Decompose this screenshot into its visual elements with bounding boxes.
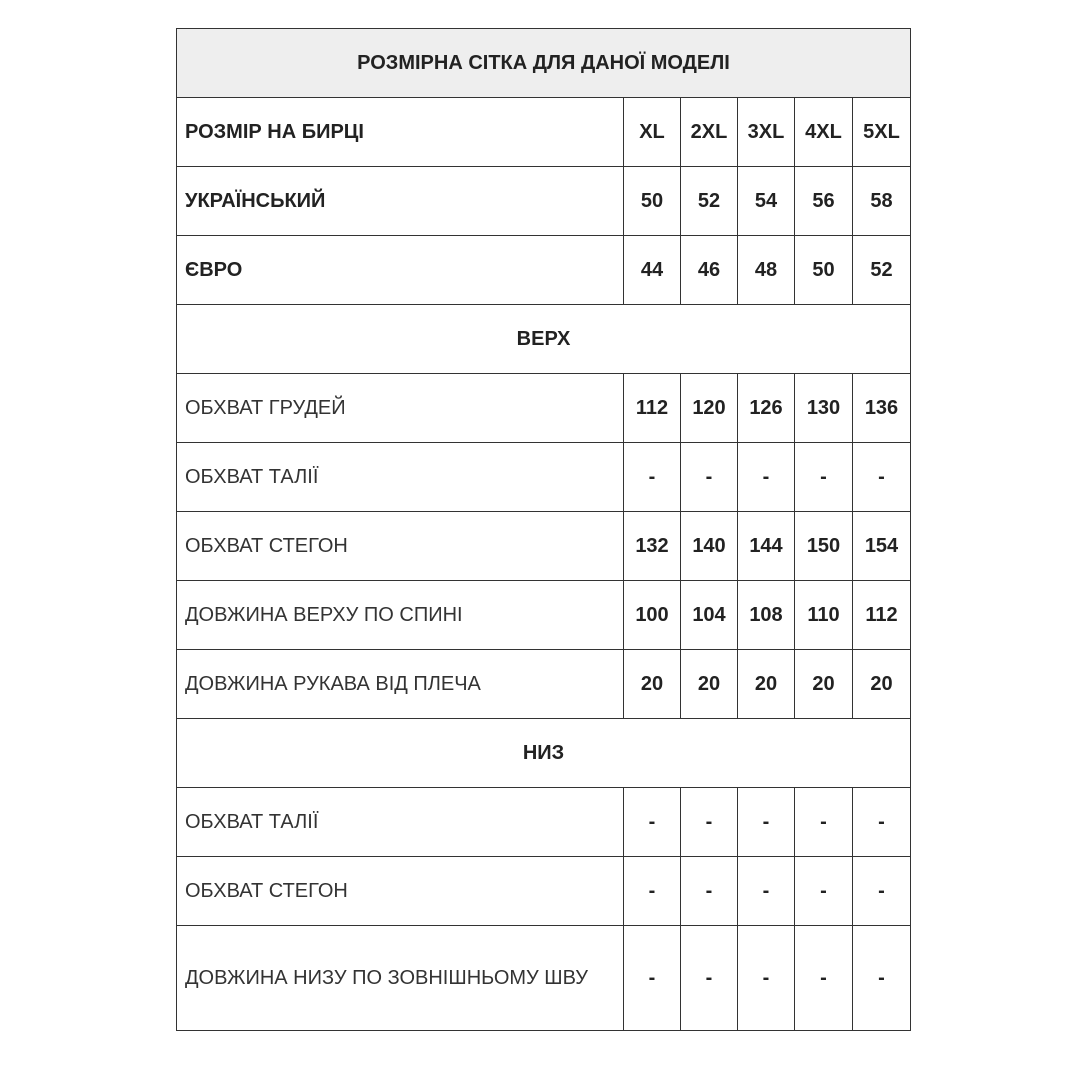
table-cell: 54 — [738, 167, 795, 236]
table-cell: 150 — [795, 512, 853, 581]
table-cell: - — [795, 926, 853, 1031]
table-cell: - — [795, 788, 853, 857]
table-cell: 120 — [681, 374, 738, 443]
size-3xl: 3XL — [738, 98, 795, 167]
size-xl: XL — [624, 98, 681, 167]
table-cell: 52 — [681, 167, 738, 236]
table-cell: 104 — [681, 581, 738, 650]
size-label-row — [177, 98, 911, 167]
table-cell: 48 — [738, 236, 795, 305]
table-cell: - — [624, 788, 681, 857]
measurement-label: ДОВЖИНА НИЗУ ПО ЗОВНІШНЬОМУ ШВУ — [177, 926, 624, 1031]
table-row — [177, 512, 911, 581]
measurement-label: ОБХВАТ СТЕГОН — [177, 512, 624, 581]
table-row — [177, 788, 911, 857]
size-2xl: 2XL — [681, 98, 738, 167]
table-row — [177, 650, 911, 719]
ua-size-label: УКРАЇНСЬКИЙ — [177, 167, 624, 236]
size-5xl: 5XL — [853, 98, 911, 167]
table-cell: 100 — [624, 581, 681, 650]
measurement-label: ОБХВАТ ГРУДЕЙ — [177, 374, 624, 443]
table-cell: 130 — [795, 374, 853, 443]
measurement-label: ДОВЖИНА РУКАВА ВІД ПЛЕЧА — [177, 650, 624, 719]
table-cell: 144 — [738, 512, 795, 581]
top-section-heading: ВЕРХ — [177, 305, 911, 374]
table-cell: 50 — [795, 236, 853, 305]
measurement-label: ДОВЖИНА ВЕРХУ ПО СПИНІ — [177, 581, 624, 650]
table-cell: - — [681, 926, 738, 1031]
table-cell: 108 — [738, 581, 795, 650]
table-cell: 20 — [853, 650, 911, 719]
table-cell: 20 — [738, 650, 795, 719]
size-chart-table — [176, 28, 911, 1031]
table-row — [177, 443, 911, 512]
table-cell: - — [853, 926, 911, 1031]
table-cell: - — [624, 443, 681, 512]
table-cell: 112 — [853, 581, 911, 650]
euro-size-row — [177, 236, 911, 305]
table-cell: - — [853, 857, 911, 926]
table-cell: - — [738, 926, 795, 1031]
measurement-label: ОБХВАТ ТАЛІЇ — [177, 443, 624, 512]
table-cell: 50 — [624, 167, 681, 236]
ua-size-row — [177, 167, 911, 236]
table-cell: 20 — [624, 650, 681, 719]
table-cell: - — [624, 857, 681, 926]
table-row — [177, 374, 911, 443]
table-cell: 20 — [795, 650, 853, 719]
table-cell: 126 — [738, 374, 795, 443]
table-cell: - — [738, 443, 795, 512]
measurement-label: ОБХВАТ ТАЛІЇ — [177, 788, 624, 857]
bottom-section-row — [177, 719, 911, 788]
table-cell: 20 — [681, 650, 738, 719]
size-4xl: 4XL — [795, 98, 853, 167]
table-title-row — [177, 29, 911, 98]
table-cell: 46 — [681, 236, 738, 305]
table-cell: - — [853, 443, 911, 512]
table-cell: - — [681, 857, 738, 926]
bottom-section-heading: НИЗ — [177, 719, 911, 788]
table-cell: 132 — [624, 512, 681, 581]
euro-size-label: ЄВРО — [177, 236, 624, 305]
table-row — [177, 581, 911, 650]
table-cell: 52 — [853, 236, 911, 305]
table-cell: - — [738, 788, 795, 857]
table-cell: 112 — [624, 374, 681, 443]
table-cell: 58 — [853, 167, 911, 236]
table-title: РОЗМІРНА СІТКА ДЛЯ ДАНОЇ МОДЕЛІ — [177, 29, 911, 98]
table-cell: - — [795, 857, 853, 926]
table-cell: 110 — [795, 581, 853, 650]
table-row — [177, 926, 911, 1031]
table-cell: - — [795, 443, 853, 512]
table-cell: 154 — [853, 512, 911, 581]
table-cell: 140 — [681, 512, 738, 581]
top-section-row — [177, 305, 911, 374]
table-cell: - — [681, 788, 738, 857]
measurement-label: ОБХВАТ СТЕГОН — [177, 857, 624, 926]
size-label-heading: РОЗМІР НА БИРЦІ — [177, 98, 624, 167]
table-cell: - — [738, 857, 795, 926]
table-cell: - — [624, 926, 681, 1031]
table-cell: 44 — [624, 236, 681, 305]
table-row — [177, 857, 911, 926]
table-cell: - — [681, 443, 738, 512]
table-cell: 56 — [795, 167, 853, 236]
table-cell: 136 — [853, 374, 911, 443]
table-cell: - — [853, 788, 911, 857]
